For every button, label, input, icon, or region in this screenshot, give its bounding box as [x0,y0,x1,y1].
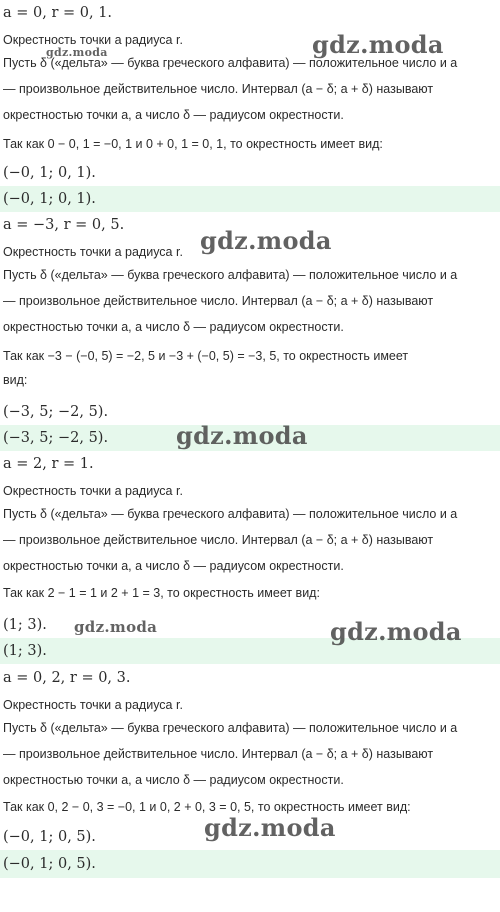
definition-line: окрестностью точки a, а число δ — радиусом окрестности. [3,108,344,122]
section-heading: Окрестность точки a радиуса r. [3,33,183,47]
section-heading: Окрестность точки a радиуса r. [3,698,183,712]
definition-line: — произвольное действительное число. Интервал (a − δ; a + δ) называют [3,533,434,547]
section-heading: Окрестность точки a радиуса r. [3,484,183,498]
watermark: gdz.moda [46,46,108,59]
section-heading: Окрестность точки a радиуса r. [3,245,183,259]
result-line: (−0, 1; 0, 5). [3,829,96,845]
calculation-line: Так как 2 − 1 = 1 и 2 + 1 = 3, то окрестность имеет вид: [3,586,320,600]
watermark: gdz.moda [176,421,308,450]
calculation-line: Так как −3 − (−0, 5) = −2, 5 и −3 + (−0, 5) = −3, 5, то окрестность имеет [3,349,409,363]
definition-line: Пусть δ («дельта» — буква греческого алфавита) — положительное число и a [3,507,458,521]
given-line: a = 0, r = 0, 1. [3,5,113,21]
calculation-line: Так как 0, 2 − 0, 3 = −0, 1 и 0, 2 + 0, 3 = 0, 5, то окрестность имеет вид: [3,800,411,814]
definition-line: окрестностью точки a, а число δ — радиусом окрестности. [3,320,344,334]
definition-line: — произвольное действительное число. Интервал (a − δ; a + δ) называют [3,747,434,761]
answer-box: (1; 3). [0,638,500,664]
watermark: gdz.moda [312,30,444,59]
result-line: (−0, 1; 0, 1). [3,165,96,181]
definition-line: — произвольное действительное число. Интервал (a − δ; a + δ) называют [3,82,434,96]
watermark: gdz.moda [74,618,158,636]
definition-line: Пусть δ («дельта» — буква греческого алфавита) — положительное число и a [3,721,458,735]
result-line: (1; 3). [3,617,47,633]
definition-line: окрестностью точки a, а число δ — радиусом окрестности. [3,559,344,573]
definition-line: Пусть δ («дельта» — буква греческого алфавита) — положительное число и a [3,268,458,282]
calculation-line: Так как 0 − 0, 1 = −0, 1 и 0 + 0, 1 = 0, 1, то окрестность имеет вид: [3,137,383,151]
definition-line: окрестностью точки a, а число δ — радиусом окрестности. [3,773,344,787]
given-line: a = 0, 2, r = 0, 3. [3,670,131,686]
given-line: a = 2, r = 1. [3,456,94,472]
definition-line: — произвольное действительное число. Интервал (a − δ; a + δ) называют [3,294,434,308]
watermark: gdz.moda [204,813,336,842]
answer-box: (−0, 1; 0, 1). [0,186,500,212]
answer-box: (−3, 5; −2, 5). [0,425,500,451]
watermark: gdz.moda [330,617,462,646]
answer-box: (−0, 1; 0, 5). [0,850,500,878]
given-line: a = −3, r = 0, 5. [3,217,125,233]
result-line: (−3, 5; −2, 5). [3,404,109,420]
calculation-line: вид: [3,373,28,387]
definition-line: Пусть δ («дельта» — буква греческого алфавита) — положительное число и a [3,56,458,70]
watermark: gdz.moda [200,226,332,255]
